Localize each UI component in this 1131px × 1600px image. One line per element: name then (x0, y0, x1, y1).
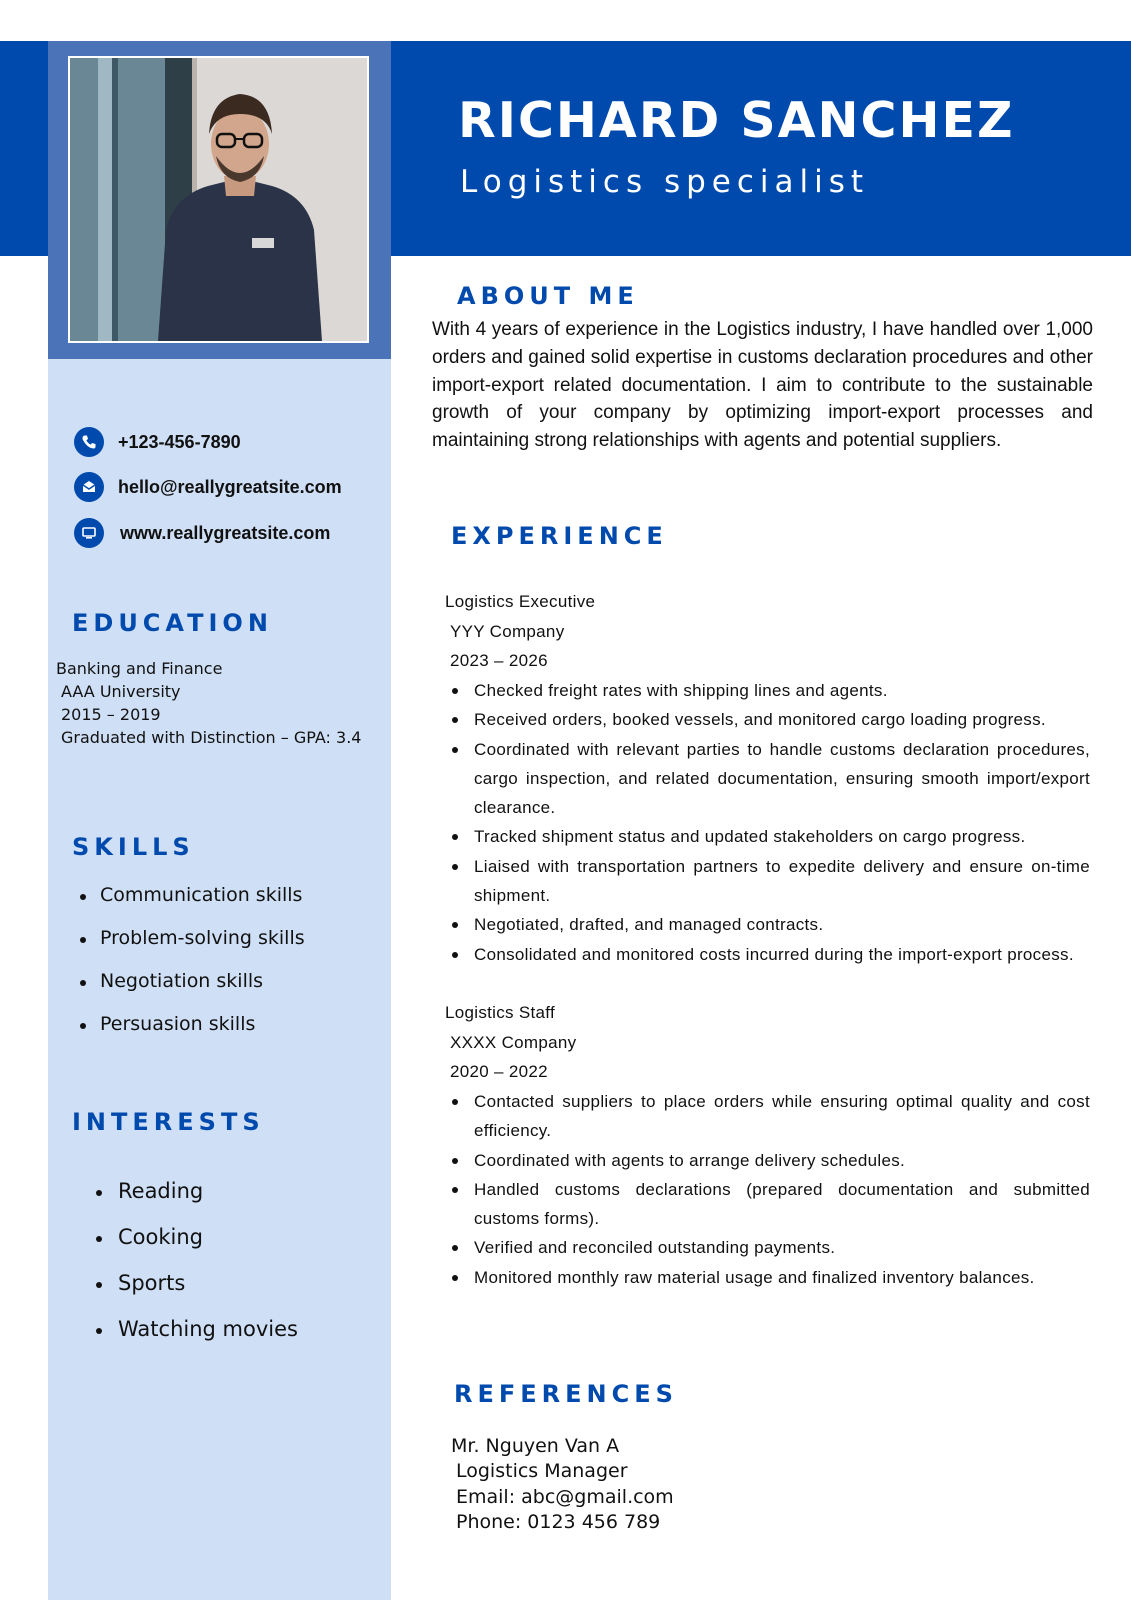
job-bullet: Consolidated and monitored costs incurred during the import-export process. (450, 940, 1090, 969)
job-bullet: Tracked shipment status and updated stakeholders on cargo progress. (450, 822, 1090, 851)
profile-photo-illustration (70, 58, 367, 341)
education-honors: Graduated with Distinction – GPA: 3.4 (61, 728, 362, 747)
job-bullet: Coordinated with agents to arrange delivery schedules. (450, 1146, 1090, 1175)
job-position: Logistics Executive (445, 592, 596, 611)
reference-name: Mr. Nguyen Van A (451, 1435, 620, 1457)
experience-title: EXPERIENCE (451, 522, 668, 550)
job-bullet: Handled customs declarations (prepared documentation and submitted customs forms). (450, 1175, 1090, 1234)
phone-number: +123-456-7890 (118, 431, 241, 452)
job-bullets (450, 1087, 1090, 1292)
about-title: ABOUT ME (457, 282, 639, 310)
job-position: Logistics Staff (445, 1003, 556, 1022)
reference-phone: Phone: 0123 456 789 (456, 1511, 661, 1533)
reference-email[interactable]: Email: abc@gmail.com (456, 1486, 674, 1508)
skill-item: Persuasion skills (78, 1013, 305, 1056)
reference-position: Logistics Manager (456, 1460, 628, 1482)
contact-email (74, 471, 342, 503)
job-bullet: Contacted suppliers to place orders while ensuring optimal quality and cost efficiency. (450, 1087, 1090, 1146)
job-bullet: Negotiated, drafted, and managed contracts. (450, 910, 1090, 939)
skill-item: Problem-solving skills (78, 927, 305, 970)
interest-item: Cooking (94, 1225, 298, 1271)
references-title: REFERENCES (454, 1380, 678, 1408)
education-degree: Banking and Finance (56, 659, 223, 678)
email-address[interactable]: hello@reallygreatsite.com (118, 476, 342, 497)
job-years: 2023 – 2026 (450, 651, 548, 670)
job-company: YYY Company (450, 622, 565, 641)
job-years: 2020 – 2022 (450, 1062, 548, 1081)
contact-phone (74, 426, 241, 458)
website-icon (74, 518, 104, 548)
interests-list (94, 1179, 298, 1363)
job-company: XXXX Company (450, 1033, 577, 1052)
contact-website (74, 517, 330, 549)
website-url[interactable]: www.reallygreatsite.com (120, 522, 331, 543)
job-bullet: Verified and reconciled outstanding payments. (450, 1233, 1090, 1262)
education-title: EDUCATION (72, 609, 273, 637)
candidate-name: RICHARD SANCHEZ (458, 92, 1015, 149)
interest-item: Watching movies (94, 1317, 298, 1363)
skill-item: Negotiation skills (78, 970, 305, 1013)
skill-item: Communication skills (78, 884, 305, 927)
profile-photo (68, 56, 369, 343)
interests-title: INTERESTS (72, 1108, 265, 1136)
job-bullet: Checked freight rates with shipping lines and agents. (450, 676, 1090, 705)
job-bullet: Coordinated with relevant parties to handle customs declaration procedures, cargo inspection, and related documentation, ensuring smooth import/export clearance. (450, 735, 1090, 823)
phone-icon (74, 427, 104, 457)
education-school: AAA University (61, 682, 181, 701)
email-icon (74, 472, 104, 502)
about-text: With 4 years of experience in the Logistics industry, I have handled over 1,000 orders and gained solid expertise in customs declaration procedures and other import-export related documentation. I aim to contribute to the sustainable growth of your company by optimizing import-export processes and maintaining strong relationships with agents and potential suppliers. (432, 319, 1093, 452)
job-bullet: Monitored monthly raw material usage and finalized inventory balances. (450, 1263, 1090, 1292)
candidate-role: Logistics specialist (460, 164, 870, 200)
skills-title: SKILLS (72, 833, 195, 861)
interest-item: Sports (94, 1271, 298, 1317)
skills-list (78, 884, 305, 1056)
job-bullet: Received orders, booked vessels, and monitored cargo loading progress. (450, 705, 1090, 734)
job-bullet: Liaised with transportation partners to expedite delivery and ensure on-time shipment. (450, 852, 1090, 911)
interest-item: Reading (94, 1179, 298, 1225)
job-bullets (450, 676, 1090, 969)
education-years: 2015 – 2019 (61, 705, 161, 724)
